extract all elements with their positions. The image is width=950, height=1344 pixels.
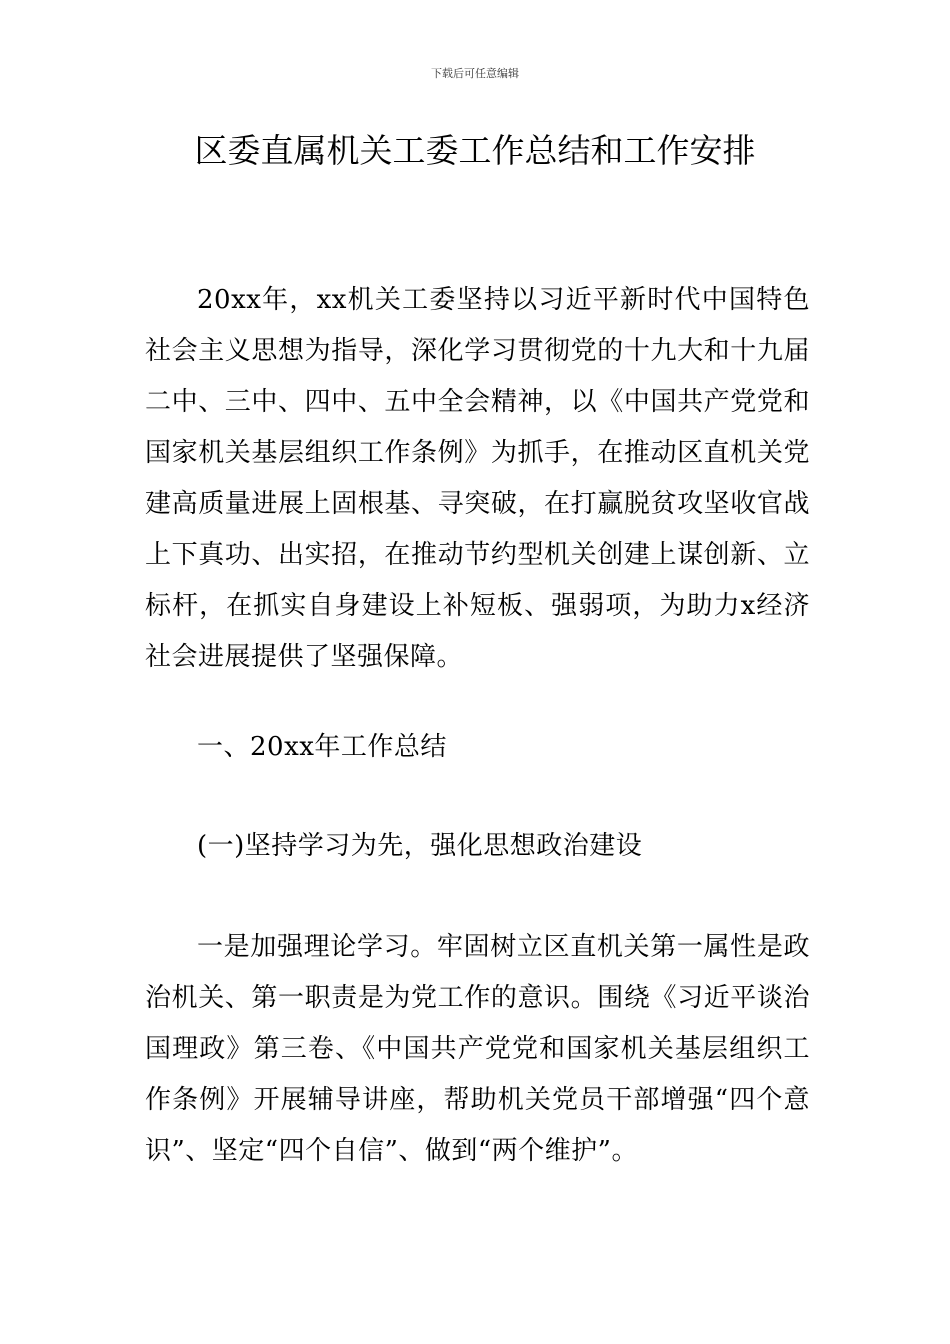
section-heading: 一、20xx年工作总结 (197, 732, 447, 762)
point-one-paragraph: 一是加强理论学习。牢固树立区直机关第一属性是政治机关、第一职责是为党工作的意识。围绕《习近平谈治国理政》第三卷、《中国共产党党和国家机关基层组织工作条例》开展辅导讲座，帮助机关党员干部增强“四个意识”、坚定“四个自信”、做到“两个维护”。 (145, 932, 810, 1166)
document-title: 区委直属机关工委工作总结和工作安排 (194, 131, 756, 170)
subsection-heading: (一)坚持学习为先，强化思想政治建设 (197, 831, 643, 861)
intro-paragraph: 20xx年，xx机关工委坚持以习近平新时代中国特色社会主义思想为指导，深化学习贯彻党的十九大和十九届二中、三中、四中、五中全会精神，以《中国共产党党和国家机关基层组织工作条例》为抓手，在推动区直机关党建高质量进展上固根基、寻突破，在打赢脱贫攻坚收官战上下真功、出实招，在推动节约型机关创建上谋创新、立标杆，在抓实自身建设上补短板、强弱项，为助力x经济社会进展提供了坚强保障。 (145, 285, 810, 672)
page-header-note: 下载后可任意编辑 (431, 67, 519, 80)
